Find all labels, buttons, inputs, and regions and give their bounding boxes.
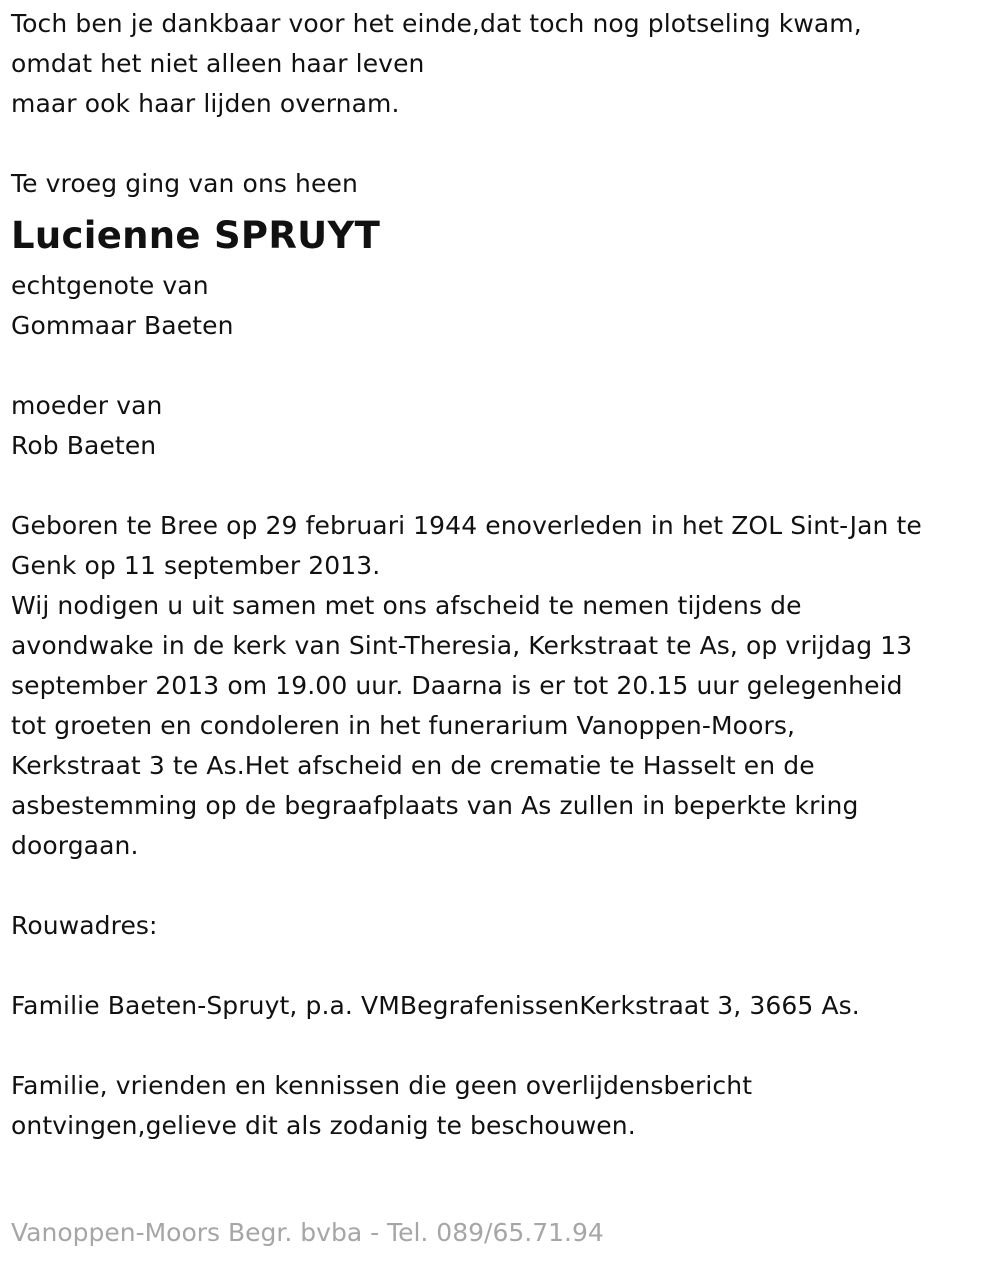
address-value: Familie Baeten-Spruyt, p.a. VMBegrafenissenKerkstraat 3, 3665 As.: [11, 991, 860, 1020]
spacer: [11, 466, 986, 506]
spacer: [11, 866, 986, 906]
notice-line-2: ontvingen,gelieve dit als zodanig te beschouwen.: [11, 1111, 636, 1140]
spacer: [11, 346, 986, 386]
spacer: [11, 946, 986, 986]
birth-death-line-1: Geboren te Bree op 29 februari 1944 enoverleden in het ZOL Sint-Jan te: [11, 511, 922, 540]
funeral-home-footer: Vanoppen-Moors Begr. bvba - Tel. 089/65.71.94: [11, 1218, 604, 1247]
ceremony-line-2: avondwake in de kerk van Sint-Theresia, Kerkstraat te As, op vrijdag 13: [11, 631, 913, 660]
poem-line-1: Toch ben je dankbaar voor het einde,dat toch nog plotseling kwam,: [11, 9, 862, 38]
poem-line-2: omdat het niet alleen haar leven: [11, 49, 425, 78]
obituary-document: [11, 4, 986, 1146]
ceremony-line-4: tot groeten en condoleren in het funerarium Vanoppen-Moors,: [11, 711, 796, 740]
ceremony-line-3: september 2013 om 19.00 uur. Daarna is er tot 20.15 uur gelegenheid: [11, 671, 903, 700]
notice-line-1: Familie, vrienden en kennissen die geen overlijdensbericht: [11, 1071, 753, 1100]
child-label: moeder van: [11, 391, 163, 420]
deceased-name: Lucienne SPRUYT: [11, 214, 381, 257]
ceremony-line-5: Kerkstraat 3 te As.Het afscheid en de crematie te Hasselt en de: [11, 751, 815, 780]
ceremony-line-1: Wij nodigen u uit samen met ons afscheid te nemen tijdens de: [11, 591, 802, 620]
spacer: [11, 1026, 986, 1066]
birth-death-line-2: Genk op 11 september 2013.: [11, 551, 381, 580]
ceremony-line-7: doorgaan.: [11, 831, 139, 860]
child-name: Rob Baeten: [11, 431, 157, 460]
spouse-name: Gommaar Baeten: [11, 311, 234, 340]
intro-text: Te vroeg ging van ons heen: [11, 169, 358, 198]
spacer: [11, 124, 986, 164]
ceremony-line-6: asbestemming op de begraafplaats van As zullen in beperkte kring: [11, 791, 859, 820]
spouse-label: echtgenote van: [11, 271, 209, 300]
address-label: Rouwadres:: [11, 911, 158, 940]
poem-line-3: maar ook haar lijden overnam.: [11, 89, 400, 118]
